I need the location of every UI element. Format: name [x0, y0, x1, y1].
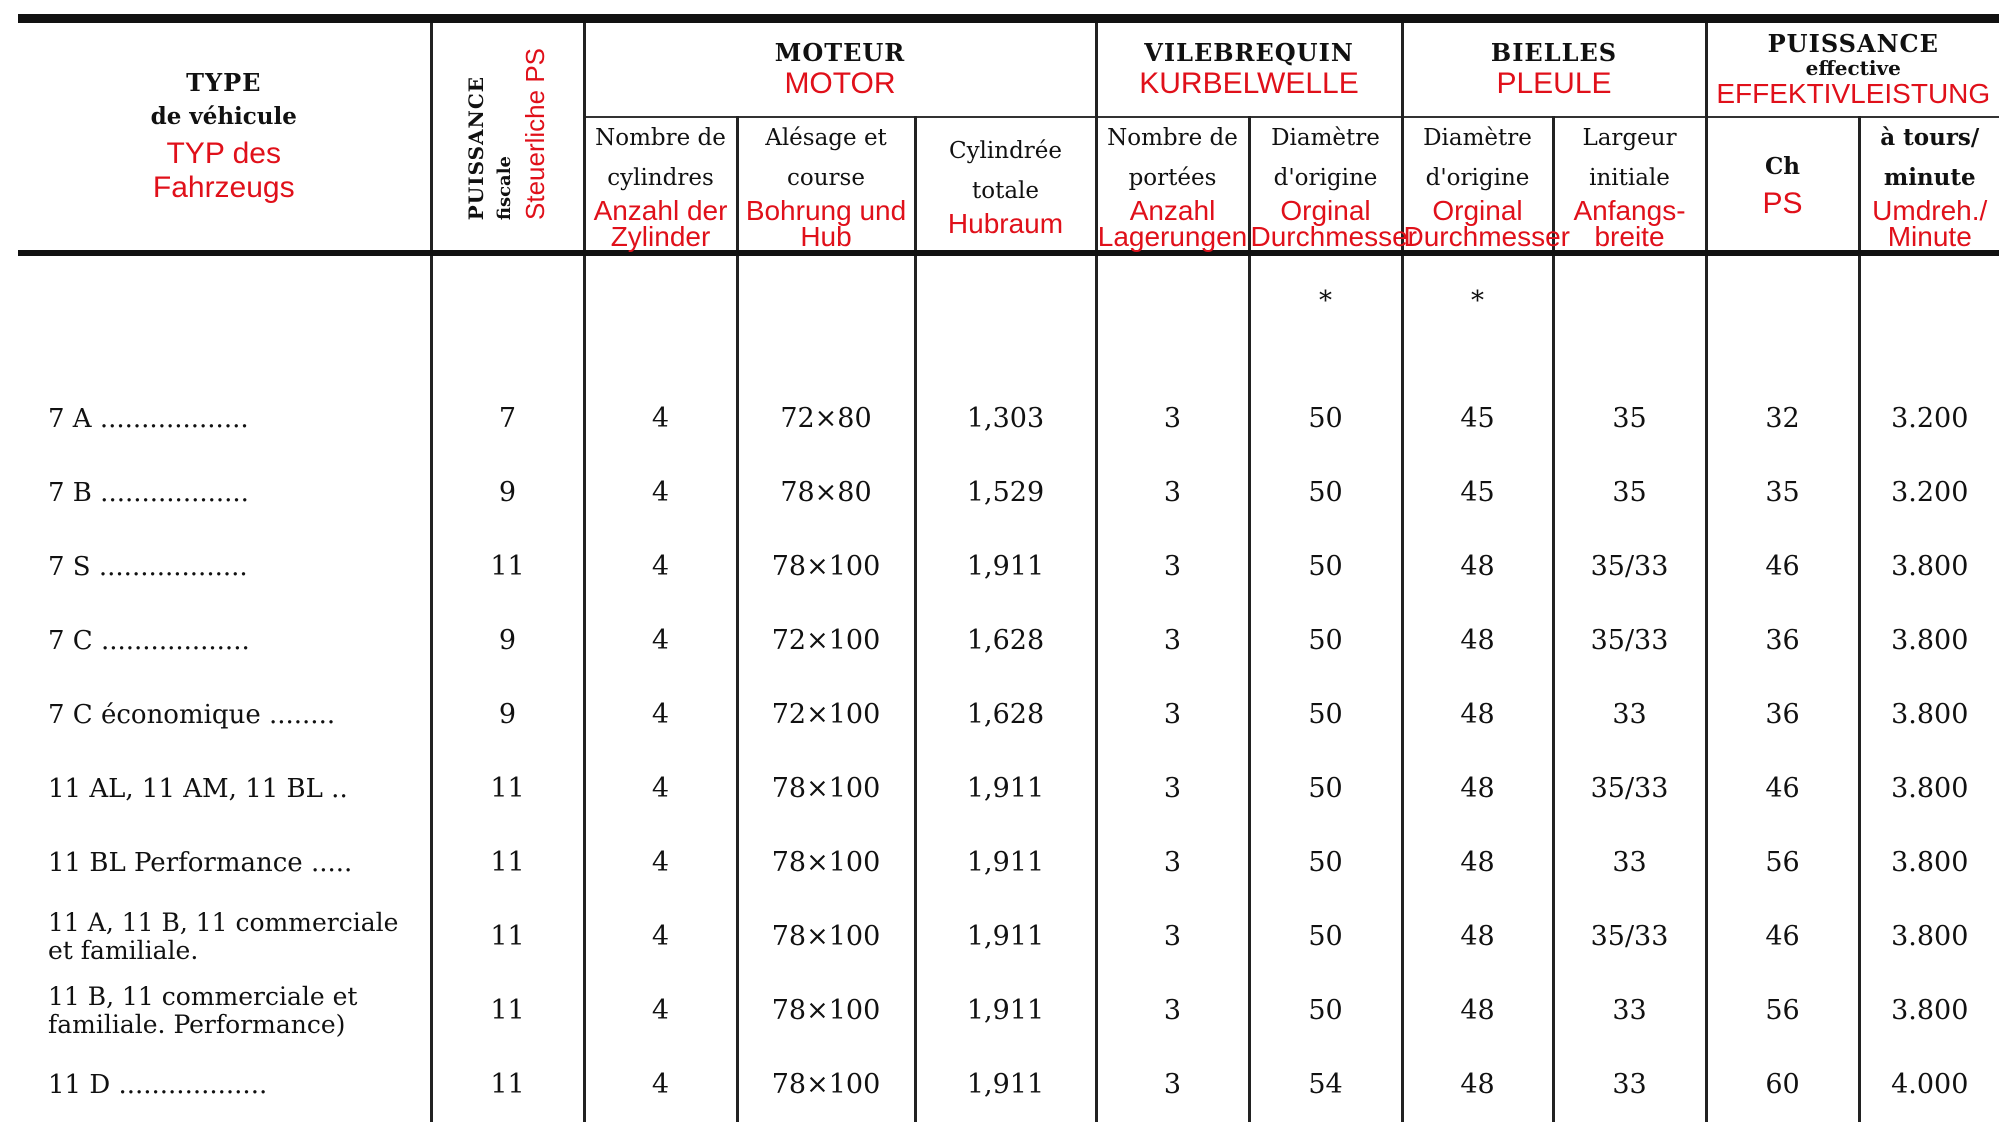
pf-label: PUISSANCE	[464, 76, 488, 220]
cell-tours-minute: 3.200	[1859, 456, 1999, 530]
cell-vilebrequin-diametre: 50	[1249, 900, 1402, 974]
header-type	[18, 19, 431, 253]
cell-cylindree: 1,529	[915, 456, 1096, 530]
cell-cylindree: 1,911	[915, 1048, 1096, 1122]
cell-alesage-course: 78×100	[737, 826, 915, 900]
cell-type: 7 C économique ........	[18, 678, 431, 752]
col-fr: Largeur initiale	[1555, 118, 1705, 198]
header-vilebrequin	[1096, 19, 1402, 117]
cell-type: 11 BL Performance .....	[18, 826, 431, 900]
cell-largeur: 35/33	[1553, 604, 1706, 678]
moteur-label: MOTEUR	[586, 38, 1095, 67]
col-fr: Alésage et course	[739, 118, 914, 198]
type-sub: de véhicule	[18, 97, 430, 137]
col-fr: Nombre de cylindres	[586, 118, 736, 198]
cell-puissance-fiscale: 11	[431, 752, 584, 826]
cell-cylindree: 1,628	[915, 604, 1096, 678]
table-row	[18, 678, 1999, 752]
cell-largeur: 35	[1553, 456, 1706, 530]
table-row	[18, 382, 1999, 456]
pf-de: Steuerliche PS	[520, 48, 551, 220]
cell-alesage-course: 78×100	[737, 1048, 915, 1122]
cell-puissance-fiscale: 7	[431, 382, 584, 456]
cell-tours-minute: 4.000	[1859, 1048, 1999, 1122]
cell-largeur: 33	[1553, 826, 1706, 900]
cell-portees: 3	[1096, 530, 1249, 604]
cell-tours-minute: 3.800	[1859, 530, 1999, 604]
cell-tours-minute: 3.800	[1859, 678, 1999, 752]
col-cylindres	[584, 117, 737, 253]
cell-tours-minute: 3.200	[1859, 382, 1999, 456]
cell-bielles-diametre: 48	[1402, 1048, 1553, 1122]
col-de: Orginal Durchmesser	[1404, 198, 1552, 250]
col-de: Anzahl der Zylinder	[586, 198, 736, 250]
table-row	[18, 604, 1999, 678]
cell-ch: 35	[1706, 456, 1859, 530]
cell-type: 7 B ..................	[18, 456, 431, 530]
col-portees	[1096, 117, 1249, 253]
cell-cylindres: 4	[584, 900, 737, 974]
header-puissance	[1706, 19, 1999, 117]
cell-cylindres: 4	[584, 678, 737, 752]
table-header	[18, 19, 1999, 253]
cell-ch: 32	[1706, 382, 1859, 456]
cell-cylindres: 4	[584, 604, 737, 678]
cell-puissance-fiscale: 9	[431, 678, 584, 752]
col-de: Bohrung und Hub	[739, 198, 914, 250]
cell-puissance-fiscale: 11	[431, 974, 584, 1048]
cell-puissance-fiscale: 11	[431, 900, 584, 974]
cell-largeur: 35/33	[1553, 530, 1706, 604]
cell-largeur: 35/33	[1553, 752, 1706, 826]
cell-portees: 3	[1096, 826, 1249, 900]
vilebrequin-de: KURBELWELLE	[1098, 67, 1401, 101]
cell-alesage-course: 78×100	[737, 530, 915, 604]
cell-cylindree: 1,911	[915, 826, 1096, 900]
cell-bielles-diametre: 45	[1402, 456, 1553, 530]
col-fr: Cylindrée totale	[917, 131, 1095, 211]
cell-cylindree: 1,911	[915, 974, 1096, 1048]
table-row	[18, 1048, 1999, 1122]
type-de: TYP des Fahrzeugs	[139, 137, 309, 205]
cell-cylindres: 4	[584, 530, 737, 604]
table-row	[18, 530, 1999, 604]
cell-type: 11 B, 11 commerciale et familiale. Performance)	[18, 974, 431, 1048]
vilebrequin-label: VILEBREQUIN	[1098, 38, 1401, 67]
puissance-label: PUISSANCE	[1708, 29, 1999, 58]
cell-largeur: 33	[1553, 678, 1706, 752]
cell-vilebrequin-diametre: 50	[1249, 826, 1402, 900]
cell-portees: 3	[1096, 974, 1249, 1048]
cell-cylindres: 4	[584, 382, 737, 456]
cell-cylindree: 1,303	[915, 382, 1096, 456]
table-row	[18, 900, 1999, 974]
cell-vilebrequin-diametre: 50	[1249, 530, 1402, 604]
cell-largeur: 33	[1553, 974, 1706, 1048]
col-fr: Ch	[1708, 147, 1858, 187]
cell-alesage-course: 72×100	[737, 604, 915, 678]
cell-type: 7 C ..................	[18, 604, 431, 678]
cell-puissance-fiscale: 9	[431, 456, 584, 530]
col-de: Anfangs-breite	[1555, 198, 1705, 250]
cell-ch: 56	[1706, 974, 1859, 1048]
cell-cylindres: 4	[584, 752, 737, 826]
bielles-de: PLEULE	[1404, 67, 1705, 101]
cell-bielles-diametre: 48	[1402, 974, 1553, 1048]
cell-bielles-diametre: 48	[1402, 604, 1553, 678]
cell-bielles-diametre: 48	[1402, 826, 1553, 900]
col-de: Hubraum	[917, 211, 1095, 237]
cell-largeur: 33	[1553, 1048, 1706, 1122]
col-fr: à tours/ minute	[1861, 118, 1999, 198]
pf-sub: fiscale	[494, 156, 515, 220]
cell-cylindres: 4	[584, 456, 737, 530]
cell-tours-minute: 3.800	[1859, 900, 1999, 974]
cell-ch: 60	[1706, 1048, 1859, 1122]
cell-portees: 3	[1096, 752, 1249, 826]
cell-cylindree: 1,911	[915, 900, 1096, 974]
table-row	[18, 826, 1999, 900]
col-ch	[1706, 117, 1859, 253]
table-row	[18, 456, 1999, 530]
cell-vilebrequin-diametre: 50	[1249, 974, 1402, 1048]
cell-portees: 3	[1096, 456, 1249, 530]
puissance-de: EFFEKTIVLEISTUNG	[1708, 78, 1999, 110]
cell-alesage-course: 72×100	[737, 678, 915, 752]
star-row	[18, 253, 1999, 382]
cell-puissance-fiscale: 11	[431, 530, 584, 604]
cell-alesage-course: 78×100	[737, 900, 915, 974]
cell-tours-minute: 3.800	[1859, 974, 1999, 1048]
col-fr: Diamètre d'origine	[1251, 118, 1401, 198]
bielles-label: BIELLES	[1404, 38, 1705, 67]
cell-vilebrequin-diametre: 50	[1249, 456, 1402, 530]
cell-vilebrequin-diametre: 50	[1249, 752, 1402, 826]
cell-portees: 3	[1096, 678, 1249, 752]
cell-largeur: 35/33	[1553, 900, 1706, 974]
cell-puissance-fiscale: 11	[431, 1048, 584, 1122]
col-vilebrequin-diametre	[1249, 117, 1402, 253]
col-de: Anzahl Lagerungen	[1098, 198, 1248, 250]
cell-cylindree: 1,911	[915, 530, 1096, 604]
puissance-sub: effective	[1708, 58, 1999, 78]
table-row	[18, 974, 1999, 1048]
cell-tours-minute: 3.800	[1859, 826, 1999, 900]
col-de: Orginal Durchmesser	[1251, 198, 1401, 250]
cell-portees: 3	[1096, 382, 1249, 456]
cell-vilebrequin-diametre: 50	[1249, 604, 1402, 678]
table-row	[18, 752, 1999, 826]
cell-ch: 36	[1706, 604, 1859, 678]
cell-cylindree: 1,628	[915, 678, 1096, 752]
col-de: Umdreh./ Minute	[1861, 198, 1999, 250]
cell-puissance-fiscale: 9	[431, 604, 584, 678]
cell-type: 11 A, 11 B, 11 commerciale et familiale.	[18, 900, 431, 974]
cell-tours-minute: 3.800	[1859, 752, 1999, 826]
star-mark: *	[1249, 253, 1402, 382]
header-moteur	[584, 19, 1096, 117]
cell-largeur: 35	[1553, 382, 1706, 456]
cell-alesage-course: 72×80	[737, 382, 915, 456]
header-bielles	[1402, 19, 1706, 117]
cell-tours-minute: 3.800	[1859, 604, 1999, 678]
cell-cylindres: 4	[584, 1048, 737, 1122]
cell-bielles-diametre: 48	[1402, 678, 1553, 752]
type-label: TYPE	[18, 68, 430, 97]
cell-ch: 36	[1706, 678, 1859, 752]
cell-portees: 3	[1096, 1048, 1249, 1122]
engine-specs-table	[18, 14, 1999, 1122]
cell-bielles-diametre: 48	[1402, 900, 1553, 974]
col-alesage	[737, 117, 915, 253]
col-bielles-diametre	[1402, 117, 1553, 253]
cell-portees: 3	[1096, 604, 1249, 678]
col-fr: Nombre de portées	[1098, 118, 1248, 198]
specs-table-container	[18, 14, 1999, 1122]
cell-cylindres: 4	[584, 974, 737, 1048]
moteur-de: MOTOR	[586, 67, 1095, 101]
cell-bielles-diametre: 48	[1402, 752, 1553, 826]
table-body	[18, 253, 1999, 1122]
cell-portees: 3	[1096, 900, 1249, 974]
cell-ch: 46	[1706, 752, 1859, 826]
cell-puissance-fiscale: 11	[431, 826, 584, 900]
cell-type: 11 AL, 11 AM, 11 BL ..	[18, 752, 431, 826]
cell-alesage-course: 78×100	[737, 752, 915, 826]
cell-bielles-diametre: 45	[1402, 382, 1553, 456]
col-cylindree	[915, 117, 1096, 253]
star-mark: *	[1402, 253, 1553, 382]
col-de: PS	[1708, 187, 1858, 221]
cell-cylindres: 4	[584, 826, 737, 900]
cell-cylindree: 1,911	[915, 752, 1096, 826]
cell-ch: 46	[1706, 530, 1859, 604]
cell-ch: 56	[1706, 826, 1859, 900]
cell-type: 11 D ..................	[18, 1048, 431, 1122]
cell-type: 7 A ..................	[18, 382, 431, 456]
cell-bielles-diametre: 48	[1402, 530, 1553, 604]
cell-type: 7 S ..................	[18, 530, 431, 604]
cell-vilebrequin-diametre: 50	[1249, 678, 1402, 752]
cell-alesage-course: 78×100	[737, 974, 915, 1048]
header-puissance-fiscale	[431, 19, 584, 253]
cell-alesage-course: 78×80	[737, 456, 915, 530]
cell-vilebrequin-diametre: 54	[1249, 1048, 1402, 1122]
cell-vilebrequin-diametre: 50	[1249, 382, 1402, 456]
col-largeur	[1553, 117, 1706, 253]
col-fr: Diamètre d'origine	[1404, 118, 1552, 198]
cell-ch: 46	[1706, 900, 1859, 974]
col-tours	[1859, 117, 1999, 253]
